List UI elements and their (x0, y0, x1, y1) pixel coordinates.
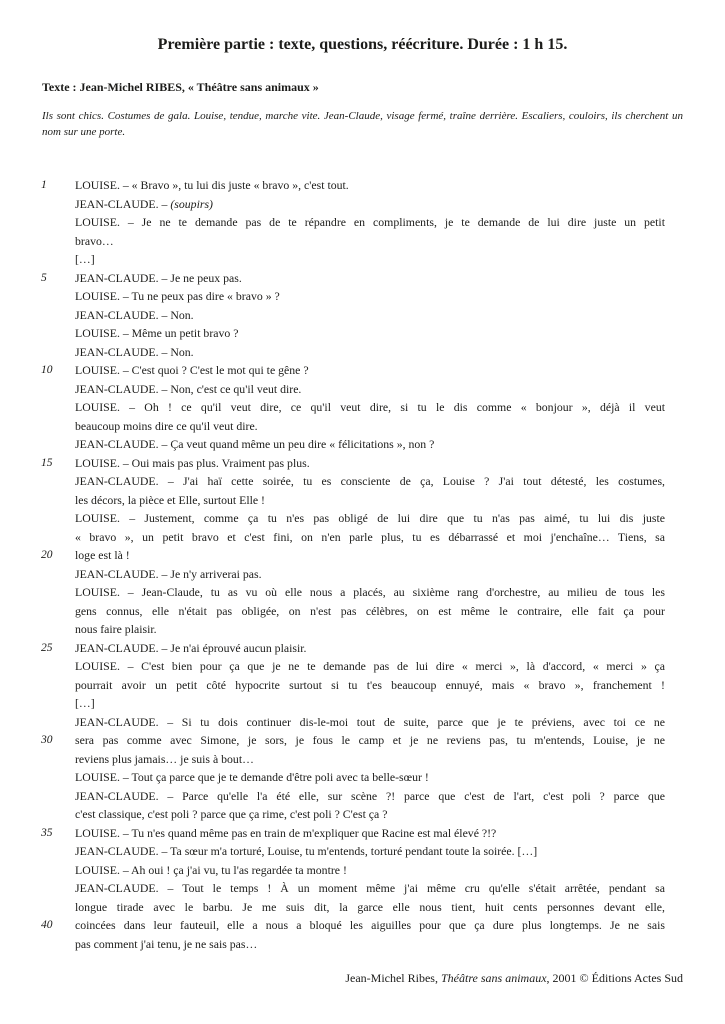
line-text: LOUISE. – Jean-Claude, tu as vu où elle nous a placés, au sixième rang d'orchestre, au milieu de tous les (75, 585, 665, 599)
text-line (75, 435, 665, 454)
line-number: 1 (41, 179, 47, 191)
line-text: sera pas comme avec Simone, je sors, je fous le camp et je ne reviens pas, tu m'entends, Louise, je ne (75, 733, 665, 747)
text-line (41, 731, 665, 750)
text-line (75, 380, 665, 399)
line-text: JEAN-CLAUDE. – Ça veut quand même un peu dire « félicitations », non ? (75, 437, 435, 451)
line-text: LOUISE. – « Bravo », tu lui dis juste « bravo », c'est tout. (75, 178, 349, 192)
text-line (41, 269, 665, 288)
line-text: c'est classique, c'est poli ? parce que ça rime, c'est poli ? C'est ça ? (75, 807, 388, 821)
text-line (75, 657, 665, 676)
line-text: LOUISE. – Tu ne peux pas dire « bravo » ? (75, 289, 280, 303)
line-text: JEAN-CLAUDE. – Non, c'est ce qu'il veut dire. (75, 381, 302, 396)
line-text: LOUISE. – C'est quoi ? C'est le mot qui te gêne ? (75, 363, 309, 377)
credit-author: Jean-Michel Ribes, (345, 971, 441, 985)
credit-year-publisher: , 2001 © Éditions Actes Sud (546, 971, 683, 985)
text-line (75, 213, 665, 232)
line-text: reviens plus jamais… je suis à bout… (75, 751, 254, 766)
line-text: LOUISE. – Tout ça parce que je te demande d'être poli avec ta belle-sœur ! (75, 770, 429, 784)
text-line (41, 639, 665, 658)
line-text: LOUISE. – Ah oui ! ça j'ai vu, tu l'as regardée ta montre ! (75, 862, 347, 877)
text-line (75, 528, 665, 547)
text-line (75, 694, 665, 713)
text-line (75, 861, 665, 880)
line-text: LOUISE. – Même un petit bravo ? (75, 326, 239, 340)
line-number: 35 (41, 826, 53, 839)
line-text: JEAN-CLAUDE. – Ta sœur m'a torturé, Louise, tu m'entends, torturé pendant toute la soirée. […] (75, 844, 538, 858)
text-line (75, 417, 665, 436)
text-line (75, 713, 665, 732)
text-line (41, 916, 665, 935)
line-text: loge est là ! (75, 548, 130, 562)
text-line (75, 491, 665, 510)
line-text: JEAN-CLAUDE. – (soupirs) (75, 196, 213, 211)
line-text: bravo… (75, 233, 114, 248)
line-text: longue tirade avec le barbu. Je me suis dit, la garce elle nous tient, huit cents personnes devant elle, (75, 899, 665, 914)
line-text: LOUISE. – Oui mais pas plus. Vraiment pas plus. (75, 455, 310, 470)
text-line (75, 935, 665, 954)
line-text: JEAN-CLAUDE. – J'ai haï cette soirée, tu es consciente de ça, Louise ? J'ai tout détesté, les costumes, (75, 474, 665, 488)
line-text: LOUISE. – Je ne te demande pas de te répandre en compliments, je te demande de lui dire juste un petit (75, 215, 665, 229)
inline-stage-direction: (soupirs) (170, 196, 213, 211)
text-line (75, 583, 665, 602)
line-text: […] (75, 252, 95, 266)
text-line (75, 602, 665, 621)
text-line (75, 472, 665, 491)
line-text: LOUISE. – Tu n'es quand même pas en train de m'expliquer que Racine est mal élevé ?!? (75, 825, 497, 840)
line-text: JEAN-CLAUDE. – Parce qu'elle l'a été elle, sur scène ?! parce que c'est de l'art, c'est poli ? parce que (75, 788, 665, 803)
line-text: JEAN-CLAUDE. – Je ne peux pas. (75, 270, 242, 285)
line-text: […] (75, 696, 95, 710)
text-line (41, 454, 665, 473)
text-line (75, 250, 665, 269)
text-line (75, 306, 665, 325)
line-number: 30 (41, 734, 53, 746)
text-source-heading: Texte : Jean-Michel RIBES, « Théâtre sans animaux » (42, 80, 319, 94)
text-line (75, 842, 665, 861)
page-title: Première partie : texte, questions, réécriture. Durée : 1 h 15. (157, 36, 568, 53)
line-text: pas comment j'ai tenu, je ne sais pas… (75, 936, 258, 951)
line-text: pourrait avoir un petit côté hypocrite surtout si tu t'es beaucoup ennuyé, mais « bravo », franchement ! (75, 677, 665, 692)
line-text: beaucoup moins dire ce qu'il veut dire. (75, 418, 258, 433)
line-text: gens connus, elle n'était pas obligée, on n'est pas célèbres, on est même le contraire, elle fait ça pour (75, 603, 665, 618)
line-number: 40 (41, 919, 53, 931)
line-number: 25 (41, 641, 53, 654)
text-line (41, 824, 665, 843)
source-credit (345, 971, 683, 986)
line-number: 10 (41, 364, 53, 376)
line-text: JEAN-CLAUDE. – Je n'ai éprouvé aucun plaisir. (75, 640, 307, 655)
text-line (75, 324, 665, 343)
line-text: les décors, la pièce et Elle, surtout Elle ! (75, 492, 265, 507)
text-line (75, 398, 665, 417)
text-line (75, 287, 665, 306)
line-text: JEAN-CLAUDE. – Si tu dois continuer dis-le-moi tout de suite, parce que je te préviens, avec toi ce ne (75, 714, 665, 729)
line-text: JEAN-CLAUDE. – Tout le temps ! À un moment même j'ai même cru qu'elle s'était arrêtée, pendant sa (75, 881, 665, 895)
line-text: JEAN-CLAUDE. – Je n'y arriverai pas. (75, 566, 262, 581)
text-line (75, 879, 665, 898)
text-line (41, 546, 665, 565)
line-text: coincées dans leur fauteuil, elle a nous a bloqué les aiguilles pour que ça dure plus longtemps. Je ne sais (75, 918, 665, 932)
text-line (75, 232, 665, 251)
dialogue-text-block (41, 176, 665, 953)
text-line (75, 768, 665, 787)
line-number: 15 (41, 456, 53, 469)
line-number: 20 (41, 549, 53, 561)
text-line (75, 750, 665, 769)
text-line (75, 565, 665, 584)
line-text: LOUISE. – Oh ! ce qu'il veut dire, ce qu'il veut dire, si tu le dis comme « bonjour », déjà il veut (75, 400, 665, 414)
line-number: 5 (41, 271, 47, 284)
line-text: LOUISE. – Justement, comme ça tu n'es pas obligé de lui dire que tu n'as pas aimé, tu lui dis juste (75, 511, 665, 525)
line-text: nous faire plaisir. (75, 622, 157, 636)
text-line (75, 805, 665, 824)
text-line (41, 361, 665, 380)
stage-directions: Ils sont chics. Costumes de gala. Louise, tendue, marche vite. Jean-Claude, visage fermé, traîne derrière. Escaliers, couloirs, ils cherchent un nom sur une porte. (42, 110, 683, 138)
line-text: « bravo », un petit bravo et c'est fini, on n'en parle plus, tu es débarrassé et moi j'enchaîne… Tiens, sa (75, 529, 665, 544)
text-line (75, 195, 665, 214)
credit-work-title: Théâtre sans animaux (440, 971, 547, 985)
line-text: JEAN-CLAUDE. – Non. (75, 344, 194, 359)
text-line (75, 620, 665, 639)
text-line (75, 898, 665, 917)
text-line (41, 176, 665, 195)
text-line (75, 509, 665, 528)
line-text: JEAN-CLAUDE. – Non. (75, 307, 194, 322)
line-text: LOUISE. – C'est bien pour ça que je ne te demande pas de lui dire « merci », là d'accord, « merci » ça (75, 659, 665, 673)
text-line (75, 343, 665, 362)
text-line (75, 787, 665, 806)
text-line (75, 676, 665, 695)
